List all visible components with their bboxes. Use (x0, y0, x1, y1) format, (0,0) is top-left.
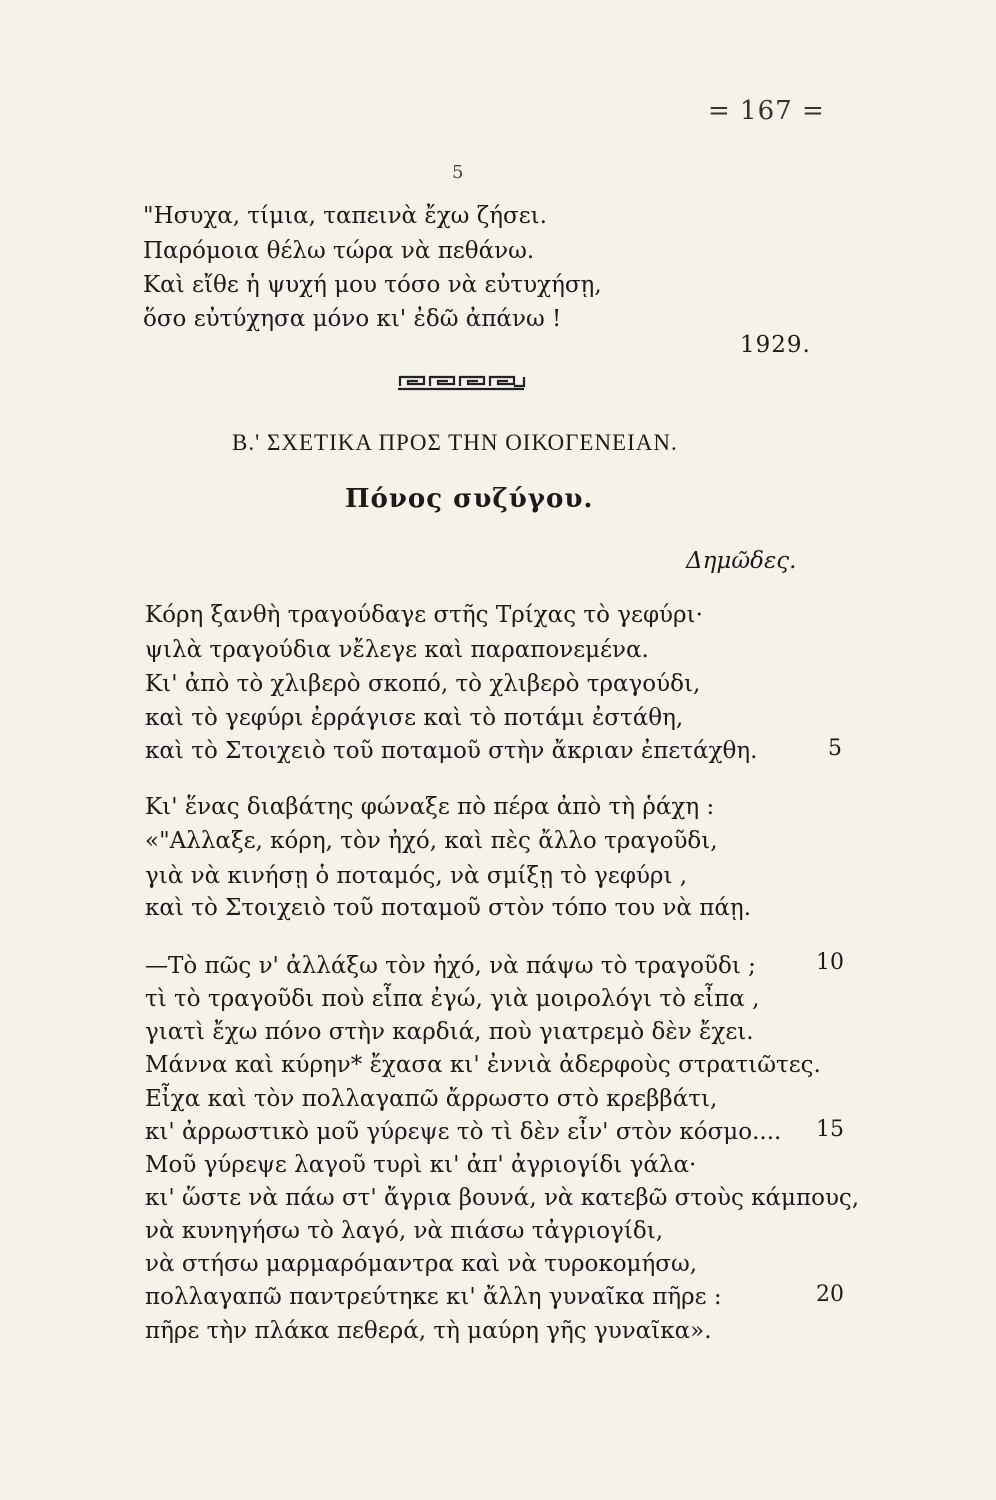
poem-line: Κι' ἕνας διαβάτης φώναξε πὸ πέρα ἀπὸ τὴ ῥάχη : (145, 794, 715, 820)
poem-line: πῆρε τὴν πλάκα πεθερά, τὴ μαύρη γῆς γυναῖκα». (145, 1318, 712, 1344)
poem-genre: Δημῶδες. (686, 548, 797, 574)
poem-line: γιὰ νὰ κινήσῃ ὁ ποταμός, νὰ σμίξῃ τὸ γεφύρι , (145, 863, 688, 889)
poem-line: Κόρη ξανθὴ τραγούδαγε στῆς Τρίχας τὸ γεφύρι· (145, 602, 703, 628)
poem-line: καὶ τὸ γεφύρι ἐρράγισε καὶ τὸ ποτάμι ἐστάθη, (145, 705, 684, 731)
poem-line: γιατὶ ἔχω πόνο στὴν καρδιά, ποὺ γιατρεμὸ δὲν ἔχει. (145, 1019, 754, 1045)
poem-line: κι' ἀρρωστικὸ μοῦ γύρεψε τὸ τὶ δὲν εἶν' στὸν κόσμο.... (145, 1119, 782, 1145)
page-number: = 167 = (708, 96, 825, 126)
section-heading: Β.' ΣΧΕΤΙΚΑ ΠΡΟΣ ΤΗΝ ΟΙΚΟΓΕΝΕΙΑΝ. (232, 430, 678, 455)
line-number: 20 (816, 1282, 844, 1307)
poem-year: 1929. (740, 332, 811, 358)
previous-poem-line: Καὶ εἴθε ἡ ψυχή μου τόσο νὰ εὐτυχήσῃ, (143, 272, 602, 298)
greek-key-ornament-icon (396, 372, 528, 392)
poem-line: καὶ τὸ Στοιχειὸ τοῦ ποταμοῦ στὸν τόπο του νὰ πάῃ. (145, 895, 752, 921)
poem-line: Μοῦ γύρεψε λαγοῦ τυρὶ κι' ἀπ' ἀγριογίδι γάλα· (145, 1152, 697, 1178)
poem-line: Μάννα καὶ κύρην* ἔχασα κι' ἐννιὰ ἀδερφοὺς στρατιῶτες. (145, 1052, 821, 1078)
poem-line: «"Αλλαξε, κόρη, τὸν ἠχό, καὶ πὲς ἄλλο τραγοῦδι, (145, 828, 718, 854)
line-number: 15 (816, 1117, 844, 1142)
line-number: 5 (828, 736, 842, 761)
poem-line: ψιλὰ τραγούδια νἔλεγε καὶ παραπονεμένα. (145, 637, 649, 663)
poem-line: τὶ τὸ τραγοῦδι ποὺ εἶπα ἐγώ, γιὰ μοιρολόγι τὸ εἶπα , (145, 986, 760, 1012)
line-number: 10 (816, 950, 844, 975)
poem-line: καὶ τὸ Στοιχειὸ τοῦ ποταμοῦ στὴν ἄκριαν ἐπετάχθη. (145, 738, 758, 764)
previous-poem-line: ὅσο εὐτύχησα μόνο κι' ἐδῶ ἀπάνω ! (143, 306, 562, 332)
poem-line: κι' ὥστε νὰ πάω στ' ἄγρια βουνά, νὰ κατεβῶ στοὺς κάμπους, (145, 1185, 860, 1211)
poem-line: —Τὸ πῶς ν' ἀλλάξω τὸν ἠχό, νὰ πάψω τὸ τραγοῦδι ; (145, 953, 756, 979)
poem-line: πολλαγαπῶ παντρεύτηκε κι' ἄλλη γυναῖκα πῆρε : (145, 1284, 722, 1310)
previous-poem-line: Παρόμοια θέλω τώρα νὰ πεθάνω. (143, 238, 535, 264)
poem-line: Εἶχα καὶ τὸν πολλαγαπῶ ἄρρωστο στὸ κρεββάτι, (145, 1086, 718, 1112)
poem-line: νὰ στήσω μαρμαρόμαντρα καὶ νὰ τυροκομήσω, (145, 1251, 698, 1277)
section-number: 5 (452, 162, 464, 183)
poem-title: Πόνος συζύγου. (345, 484, 594, 514)
poem-line: Κι' ἀπὸ τὸ χλιβερὸ σκοπό, τὸ χλιβερὸ τραγούδι, (145, 671, 701, 697)
previous-poem-line: "Ησυχα, τίμια, ταπεινὰ ἔχω ζήσει. (143, 203, 547, 229)
poem-line: νὰ κυνηγήσω τὸ λαγό, νὰ πιάσω τἀγριογίδι, (145, 1218, 664, 1244)
